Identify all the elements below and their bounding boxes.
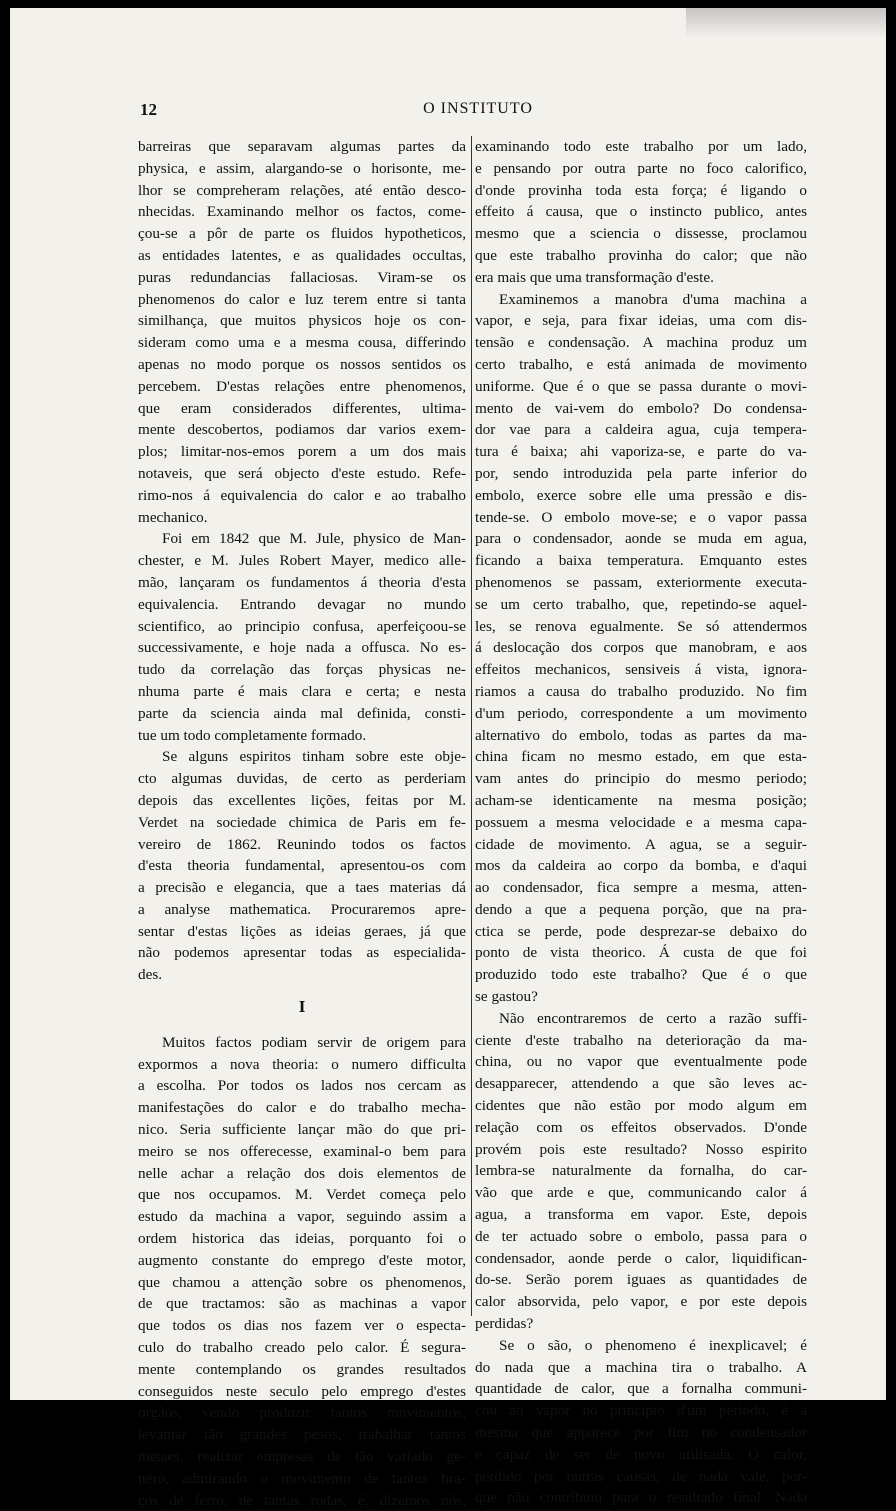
text-line: ao condensador, fica sempre a mesma, atten- <box>475 879 807 897</box>
text-line: plos; limitar-nos-emos porem a um dos mais <box>138 443 466 461</box>
text-line: effeito á causa, que o instincto publico, antes <box>475 203 807 221</box>
text-line: lhor se compreheram relações, até então desco- <box>138 181 466 199</box>
text-line: d'um periodo, correspondente a um movimento <box>475 704 807 722</box>
text-line: augmento constante do emprego d'este motor, <box>138 1251 466 1269</box>
text-line: de que tractamos: são as machinas a vapor <box>138 1295 466 1313</box>
text-line: certo trabalho, e está animada de movimento <box>475 355 807 373</box>
text-line: tende-se. O embolo move-se; e o vapor passa <box>475 508 807 526</box>
text-line: que nos occupamos. M. Verdet começa pelo <box>138 1186 466 1204</box>
text-line: phenomenos do calor e luz terem entre si tanta <box>138 290 466 308</box>
text-line: examinando todo este trabalho por um lado, <box>475 138 807 155</box>
text-line: que chamou a attenção sobre os phenomenos, <box>138 1273 466 1291</box>
text-line: d'onde provinha toda esta força; é ligando o <box>475 181 807 199</box>
text-line: manifestações do calor e do trabalho mecha- <box>138 1099 466 1117</box>
text-line: ços de ferro, de tantas rodas, é, dizemos nós, <box>138 1491 466 1509</box>
text-line: Não encontraremos de certo a razão suffi- <box>499 1009 807 1027</box>
paragraph <box>138 746 466 986</box>
text-line: mos da caldeira ao corpo da bomba, e d'aqui <box>475 857 807 875</box>
text-line: agua, a transforma em vapor. Este, depois <box>475 1206 807 1224</box>
text-line: mão, lançaram os fundamentos á theoria d'esta <box>138 573 466 591</box>
text-line: puras redundancias fallaciosas. Viram-se os <box>138 268 466 286</box>
text-line: cou ao vapor no principio d'um periodo, é a <box>475 1402 807 1420</box>
text-line: vão que arde e que, communicando calor á <box>475 1184 807 1202</box>
text-line: a escolha. Por todos os lados nos cercam as <box>138 1077 466 1095</box>
text-line: dor vae para a caldeira agua, cuja tempera- <box>475 421 807 439</box>
text-line: nhecidas. Examinando melhor os factos, come- <box>138 203 466 221</box>
paragraph <box>138 136 466 528</box>
text-line: relação com os effeitos observados. D'onde <box>475 1118 807 1136</box>
text-line: conseguidos neste seculo pelo emprego d'estes <box>138 1382 466 1400</box>
text-line: se gastou? <box>475 988 538 1006</box>
text-line: a precisão e elegancia, que a taes materias dá <box>138 879 466 897</box>
text-line: que eram considerados differentes, ultima- <box>138 399 466 417</box>
text-line: vereiro de 1862. Reunindo todos os factos <box>138 835 466 853</box>
text-line: sideram como uma e a mesma cousa, differindo <box>138 334 466 352</box>
text-line: perdido por outras causas, de nada vale, por- <box>475 1467 807 1485</box>
text-line: perdidas? <box>475 1315 534 1333</box>
paragraph <box>138 528 466 746</box>
text-line: metaes, realizar empresas de tão variado ge- <box>138 1448 466 1466</box>
text-line: dendo a que a pequena porção, que na pra- <box>475 900 807 918</box>
text-line: china, ou no vapor que eventualmente pode <box>475 1053 807 1071</box>
text-line: les, se renova egualmente. Se só attendermos <box>475 617 807 635</box>
text-line: d'esta theoria fundamental, apresentou-os com <box>138 857 466 875</box>
text-line: do-se. Serão porem iguaes as quantidades de <box>475 1271 807 1289</box>
text-line: riamos a causa do trabalho produzido. No fim <box>475 682 807 700</box>
text-line: barreiras que separavam algumas partes da <box>138 138 466 155</box>
left-column <box>138 136 466 1511</box>
page-number: 12 <box>140 100 157 119</box>
text-line: similhança, que muitos physicos hoje os con- <box>138 312 466 330</box>
running-title: O INSTITUTO <box>423 100 533 117</box>
text-line: successivamente, e hoje nada a offusca. No es- <box>138 639 466 657</box>
text-line: condensador, aonde perde o calor, liquidifican- <box>475 1249 807 1267</box>
text-line: uniforme. Que é o que se passa durante o movi- <box>475 377 807 395</box>
text-line: as entidades latentes, e as qualidades occultas, <box>138 246 466 264</box>
text-line: mechanico. <box>138 508 208 526</box>
text-line: ciente d'este trabalho na deterioração da ma- <box>475 1031 807 1049</box>
text-line: nero, admirando o movimento de tantos bra- <box>138 1469 466 1487</box>
text-line: que não contribuiu para o resultado final. Nada <box>475 1489 807 1507</box>
text-line: levantar tão grandes pesos, trabalhar tantos <box>138 1426 466 1444</box>
text-line: mente contemplando os grandes resultados <box>138 1360 466 1378</box>
text-line: nelle achar a relação dos dois elementos de <box>138 1164 466 1182</box>
text-line: lembra-se naturalmente da fornalha, do car- <box>475 1162 807 1180</box>
text-line: chester, e M. Jules Robert Mayer, medico alle- <box>138 552 466 570</box>
text-line: tue um todo completamente formado. <box>138 726 367 744</box>
text-line: tura é baixa; ahi vaporiza-se, e parte do va- <box>475 443 807 461</box>
text-line: meiro se nos offerecesse, examinal-o bem para <box>138 1142 466 1160</box>
page-header <box>138 100 818 124</box>
scan-edge-shadow <box>686 8 886 38</box>
text-line: cto algumas duvidas, de certo as perderiam <box>138 770 466 788</box>
text-line: calor absorvida, pelo vapor, e por este depois <box>475 1293 807 1311</box>
text-line: depois das excellentes lições, feitas por M. <box>138 791 466 809</box>
text-line: nhuma parte é mais clara e certa; e nesta <box>138 682 466 700</box>
paragraph <box>138 1032 466 1511</box>
text-line: phenomenos se passam, exteriormente executa- <box>475 573 807 591</box>
text-line: physica, e assim, alargando-se o horisonte, me- <box>138 159 466 177</box>
text-line: Verdet na sociedade chimica de Paris em fe- <box>138 813 466 831</box>
paragraph <box>475 1008 807 1335</box>
text-line: rimo-nos á equivalencia do calor e ao trabalho <box>138 486 466 504</box>
text-line: de ter actuado sobre o embolo, passa para o <box>475 1227 807 1245</box>
text-line: ficando a baixa temperatura. Emquanto estes <box>475 552 807 570</box>
text-line: mente descobertos, podiamos dar varios exem- <box>138 421 466 439</box>
text-line: e capaz de ser de novo utilisada. O calor, <box>475 1445 807 1463</box>
text-line: Muitos factos podiam servir de origem para <box>162 1033 466 1051</box>
text-line: para o condensador, aonde se muda em agua, <box>475 530 807 548</box>
section-heading: I <box>298 997 306 1017</box>
paragraph <box>475 136 807 289</box>
text-line: não podemos apresentar todas as especialida- <box>138 944 466 962</box>
text-line: por, sendo introduzida pela parte inferior do <box>475 464 807 482</box>
text-line: quantidade de calor, que a fornalha communi- <box>475 1380 807 1398</box>
text-line: ctica se perde, pode desprezar-se debaixo do <box>475 922 807 940</box>
text-line: cidentes que não estão por modo algum em <box>475 1097 807 1115</box>
text-line: do nada que a machina tira o trabalho. A <box>475 1358 807 1376</box>
text-line: a analyse mathematica. Procuraremos apre- <box>138 900 466 918</box>
text-line: Examinemos a manobra d'uma machina a <box>499 290 807 308</box>
text-line: tensão e condensação. A machina produz um <box>475 334 807 352</box>
text-line: china ficam no mesmo estado, em que esta- <box>475 748 807 766</box>
text-line: era mais que uma transformação d'este. <box>475 268 714 286</box>
text-line: se um certo trabalho, que, repetindo-se aquel- <box>475 595 807 613</box>
text-line: Se alguns espiritos tinham sobre este obje- <box>162 748 466 766</box>
text-line: mesma que apparece por fim no condensador <box>475 1424 807 1442</box>
text-line: çou-se a pôr de parte os fluidos hypotheticos, <box>138 225 466 243</box>
text-line: ordem historica das ideias, porquanto foi o <box>138 1230 466 1248</box>
text-line: estudo da machina a vapor, seguindo assim a <box>138 1208 466 1226</box>
text-line: effeitos mechanicos, sensiveis á vista, ignora- <box>475 661 807 679</box>
text-line: apenas no modo porque os nossos sentidos os <box>138 355 466 373</box>
text-line: cidade de movimento. A agua, se a seguir- <box>475 835 807 853</box>
text-line: acham-se identicamente na mesma posição; <box>475 791 807 809</box>
text-line: vam antes do principio do mesmo periodo; <box>475 770 807 788</box>
column-divider <box>471 136 472 1316</box>
right-column <box>475 136 807 1509</box>
text-line: e pensando por outra parte no foco calorifico, <box>475 159 807 177</box>
text-line: que todos os dias nos fazem ver o especta- <box>138 1317 466 1335</box>
text-line: mesmo que a sciencia o dissesse, proclamou <box>475 225 807 243</box>
text-line: orgãos, vendo produzir tantos movimentos, <box>138 1404 466 1422</box>
text-line: des. <box>138 966 163 984</box>
text-line: produzido todo este trabalho? Que é o que <box>475 966 807 984</box>
text-line: embolo, exerce sobre elle uma pressão e dis- <box>475 486 807 504</box>
paragraph <box>475 289 807 1008</box>
text-line: nico. Seria sufficiente lançar mão do que pri- <box>138 1121 466 1139</box>
text-line: expormos a nova theoria: o numero difficulta <box>138 1055 466 1073</box>
paragraph <box>475 1335 807 1509</box>
text-line: notaveis, que será objecto d'este estudo. Refe- <box>138 464 466 482</box>
text-line: alternativo do embolo, todas as partes da ma- <box>475 726 807 744</box>
text-line: á deslocação dos corpos que manobram, e aos <box>475 639 807 657</box>
text-line: desapparecer, attendendo a que são leves ac- <box>475 1075 807 1093</box>
text-line: Foi em 1842 que M. Jule, physico de Man- <box>162 530 466 548</box>
text-line: Se o são, o phenomeno é inexplicavel; é <box>499 1336 807 1354</box>
text-line: tudo da correlação das forças physicas ne- <box>138 661 466 679</box>
text-line: equivalencia. Entrando devagar no mundo <box>138 595 466 613</box>
text-line: culo do trabalho creado pelo calor. É segura- <box>138 1339 466 1357</box>
text-line: mento de vai-vem do embolo? Do condensa- <box>475 399 807 417</box>
text-line: percebem. D'estas relações entre phenomenos, <box>138 377 466 395</box>
text-line: ponto de vista theorico. Á custa de que foi <box>475 944 807 962</box>
text-line: possuem a mesma velocidade e a mesma capa- <box>475 813 807 831</box>
text-line: parte da sciencia ainda mal definida, consti- <box>138 704 466 722</box>
text-line: que este trabalho provinha do calor; que não <box>475 246 807 264</box>
text-line: provém pois este resultado? Nosso espirito <box>475 1140 807 1158</box>
text-line: sentar d'estas lições as ideias geraes, já que <box>138 922 466 940</box>
text-line: scientifico, ao principio confusa, aperfeiçoou-se <box>138 617 466 635</box>
scanned-page <box>10 8 886 1509</box>
text-line: vapor, e seja, para fixar ideias, uma com dis- <box>475 312 807 330</box>
